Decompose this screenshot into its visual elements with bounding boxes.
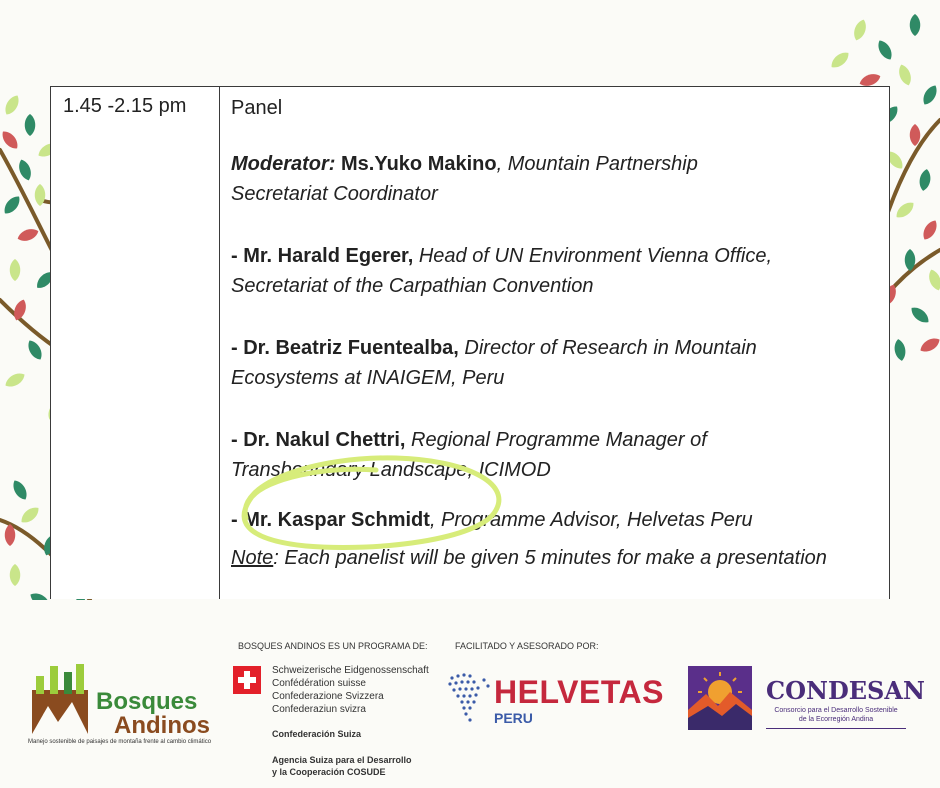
panelist-prefix: - (231, 245, 244, 267)
swiss-name-fr: Confédération suisse (272, 678, 366, 689)
panelist-role-2: Secretariat of the Carpathian Convention (231, 275, 594, 297)
session-title: Panel (231, 97, 283, 119)
moderator-label: Moderator: (231, 153, 336, 175)
globe-icon (444, 670, 494, 728)
panelist-role-1: Regional Programme Manager of (405, 429, 707, 451)
condesan-subtitle (766, 706, 906, 724)
column-divider (219, 87, 220, 599)
bosques-andinos-wordmark (96, 690, 210, 738)
andinos-word: Andinos (114, 712, 210, 739)
condesan-sub-1: Consorcio para el Desarrollo Sostenible (774, 707, 898, 714)
moderator-line (231, 149, 879, 209)
note-text: : Each panelist will be given 5 minutes for make a presentation (273, 547, 827, 569)
swiss-confederation-names (272, 664, 429, 716)
session-time: 1.45 -2.15 pm (63, 95, 187, 117)
bosques-word: Bosques (96, 688, 198, 715)
moderator-role-1: , Mountain Partnership (496, 153, 698, 175)
panelist-name: Mr. Harald Egerer, (243, 245, 414, 267)
panelist-role-1: , Programme Advisor, Helvetas Peru (429, 509, 753, 531)
note-label: Note (231, 547, 274, 569)
panelist-name: Dr. Nakul Chettri, (243, 429, 406, 451)
condesan-mountain-icon (688, 666, 752, 730)
swiss-flag-icon (233, 666, 261, 694)
condesan-sub-2: de la Ecorregión Andina (798, 716, 874, 723)
swiss-name-de: Schweizerische Eidgenossenschaft (272, 665, 429, 676)
panelist-1 (231, 241, 879, 301)
moderator-role-2: Secretariat Coordinator (231, 183, 438, 205)
facilitated-label: FACILITADO Y ASESORADO POR: (455, 641, 599, 651)
bosques-tagline: Manejo sostenible de paisajes de montaña frente al cambio climático (28, 739, 212, 745)
condesan-underline (766, 728, 906, 729)
program-label: BOSQUES ANDINOS ES UN PROGRAMA DE: (238, 641, 428, 651)
helvetas-wordmark: HELVETAS (494, 674, 664, 710)
panelist-2 (231, 333, 879, 393)
panelist-role-1: Director of Research in Mountain (458, 337, 757, 359)
swiss-name-it: Confederazione Svizzera (272, 691, 384, 702)
swiss-name-rm: Confederaziun svizra (272, 704, 366, 715)
helvetas-peru: PERU (494, 710, 533, 726)
panelist-role-1: Head of UN Environment Vienna Office, (413, 245, 772, 267)
footer-logos (0, 600, 940, 788)
panelist-role-2: Transboundary Landscape, ICIMOD (231, 459, 551, 481)
moderator-name: Ms.Yuko Makino (335, 153, 497, 175)
cosude (272, 754, 412, 778)
panelist-name: Dr. Beatriz Fuentealba, (243, 337, 459, 359)
panelist-prefix: - (231, 429, 244, 451)
panelist-name: Mr. Kaspar Schmidt (243, 509, 430, 531)
cosude-line-2: y la Cooperación COSUDE (272, 767, 386, 777)
swiss-conf-es: Confederación Suiza (272, 729, 362, 739)
panelist-prefix: - (231, 509, 244, 531)
panelist-prefix: - (231, 337, 244, 359)
highlight-circle (226, 448, 511, 558)
condesan-wordmark: CONDESAN (766, 676, 925, 705)
cosude-line-1: Agencia Suiza para el Desarrollo (272, 755, 412, 765)
bosques-andinos-icon (28, 662, 98, 738)
panelist-role-2: Ecosystems at INAIGEM, Peru (231, 367, 505, 389)
